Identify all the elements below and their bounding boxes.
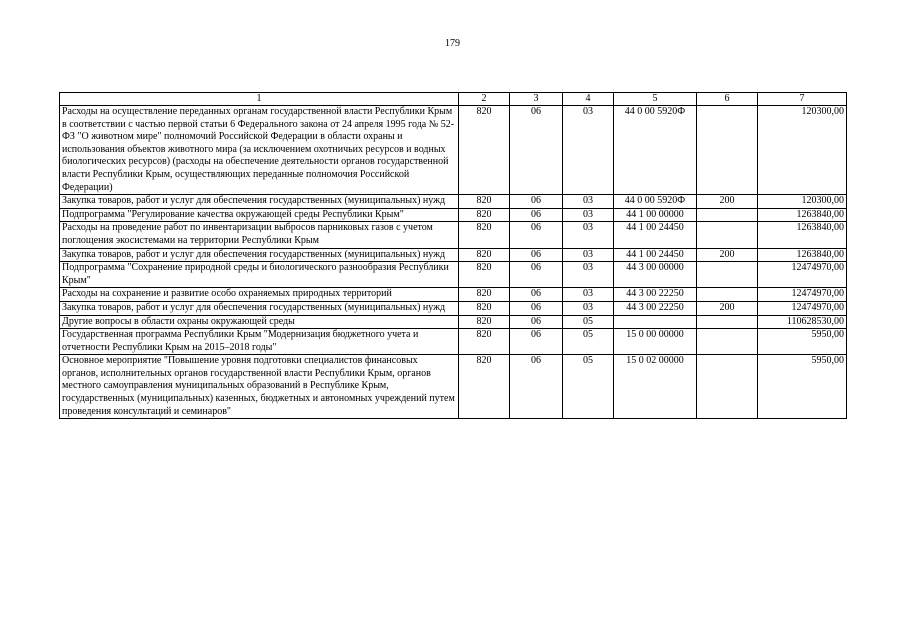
row-name-cell: Другие вопросы в области охраны окружающей среды: [60, 315, 459, 329]
subsection-code-cell: 03: [563, 106, 614, 195]
table-row: [60, 355, 847, 419]
amount-cell: 1263840,00: [758, 248, 847, 262]
subsection-code-cell: 03: [563, 288, 614, 302]
table-row: [60, 106, 847, 195]
expense-type-cell: 200: [697, 195, 758, 209]
table-row: [60, 195, 847, 209]
subsection-code-cell: 05: [563, 315, 614, 329]
amount-cell: 12474970,00: [758, 301, 847, 315]
target-code-cell: 44 1 00 24450: [614, 222, 697, 248]
row-name-cell: Закупка товаров, работ и услуг для обеспечения государственных (муниципальных) нужд: [60, 301, 459, 315]
target-code-cell: 15 0 00 00000: [614, 329, 697, 355]
table-row: [60, 329, 847, 355]
expense-type-cell: [697, 329, 758, 355]
column-header-admin: 2: [459, 93, 510, 106]
table-row: [60, 301, 847, 315]
target-code-cell: 44 3 00 22250: [614, 288, 697, 302]
table-header-row: [60, 93, 847, 106]
table-row: [60, 248, 847, 262]
amount-cell: 5950,00: [758, 329, 847, 355]
target-code-cell: 44 0 00 5920Ф: [614, 195, 697, 209]
row-name-cell: Расходы на проведение работ по инвентаризации выбросов парниковых газов с учетом поглощения экосистемами на территории Республики Крым: [60, 222, 459, 248]
amount-cell: 12474970,00: [758, 288, 847, 302]
section-code-cell: 06: [510, 262, 563, 288]
target-code-cell: 44 0 00 5920Ф: [614, 106, 697, 195]
target-code-cell: 44 3 00 22250: [614, 301, 697, 315]
table-row: [60, 262, 847, 288]
section-code-cell: 06: [510, 329, 563, 355]
amount-cell: 1263840,00: [758, 208, 847, 222]
column-header-name: 1: [60, 93, 459, 106]
page-number: 179: [445, 38, 460, 49]
admin-code-cell: 820: [459, 301, 510, 315]
row-name-cell: Основное мероприятие "Повышение уровня подготовки специалистов финансовых органов, исполнительных органов государственной власти Республики Крым, органов местного самоуправления муниципальных образований в Республике Крым, государственных (муниципальных) казенных, бюджетных и автономных учреждений путем проведения консультаций и семинаров": [60, 355, 459, 419]
subsection-code-cell: 05: [563, 355, 614, 419]
admin-code-cell: 820: [459, 208, 510, 222]
expense-type-cell: [697, 106, 758, 195]
section-code-cell: 06: [510, 288, 563, 302]
row-name-cell: Подпрограмма "Сохранение природной среды и биологического разнообразия Республики Крым": [60, 262, 459, 288]
subsection-code-cell: 03: [563, 248, 614, 262]
column-header-exptype: 6: [697, 93, 758, 106]
admin-code-cell: 820: [459, 315, 510, 329]
section-code-cell: 06: [510, 222, 563, 248]
admin-code-cell: 820: [459, 222, 510, 248]
admin-code-cell: 820: [459, 355, 510, 419]
amount-cell: 1263840,00: [758, 222, 847, 248]
section-code-cell: 06: [510, 315, 563, 329]
amount-cell: 110628530,00: [758, 315, 847, 329]
expense-type-cell: [697, 315, 758, 329]
column-header-section: 3: [510, 93, 563, 106]
row-name-cell: Закупка товаров, работ и услуг для обеспечения государственных (муниципальных) нужд: [60, 195, 459, 209]
target-code-cell: [614, 315, 697, 329]
subsection-code-cell: 03: [563, 208, 614, 222]
admin-code-cell: 820: [459, 329, 510, 355]
column-header-subsection: 4: [563, 93, 614, 106]
admin-code-cell: 820: [459, 106, 510, 195]
expense-type-cell: [697, 208, 758, 222]
row-name-cell: Государственная программа Республики Крым "Модернизация бюджетного учета и отчетности Республики Крым на 2015–2018 годы": [60, 329, 459, 355]
target-code-cell: 15 0 02 00000: [614, 355, 697, 419]
table-row: [60, 288, 847, 302]
section-code-cell: 06: [510, 248, 563, 262]
section-code-cell: 06: [510, 355, 563, 419]
amount-cell: 120300,00: [758, 106, 847, 195]
expense-type-cell: [697, 222, 758, 248]
subsection-code-cell: 03: [563, 222, 614, 248]
row-name-cell: Закупка товаров, работ и услуг для обеспечения государственных (муниципальных) нужд: [60, 248, 459, 262]
section-code-cell: 06: [510, 195, 563, 209]
section-code-cell: 06: [510, 106, 563, 195]
column-header-target: 5: [614, 93, 697, 106]
expense-type-cell: [697, 262, 758, 288]
table-row: [60, 208, 847, 222]
expense-type-cell: 200: [697, 301, 758, 315]
column-header-amount: 7: [758, 93, 847, 106]
amount-cell: 12474970,00: [758, 262, 847, 288]
expense-type-cell: [697, 355, 758, 419]
amount-cell: 5950,00: [758, 355, 847, 419]
target-code-cell: 44 3 00 00000: [614, 262, 697, 288]
section-code-cell: 06: [510, 301, 563, 315]
subsection-code-cell: 03: [563, 262, 614, 288]
subsection-code-cell: 05: [563, 329, 614, 355]
section-code-cell: 06: [510, 208, 563, 222]
admin-code-cell: 820: [459, 288, 510, 302]
subsection-code-cell: 03: [563, 195, 614, 209]
admin-code-cell: 820: [459, 248, 510, 262]
table-row: [60, 222, 847, 248]
expense-type-cell: 200: [697, 248, 758, 262]
expense-type-cell: [697, 288, 758, 302]
target-code-cell: 44 1 00 24450: [614, 248, 697, 262]
amount-cell: 120300,00: [758, 195, 847, 209]
table-row: [60, 315, 847, 329]
admin-code-cell: 820: [459, 262, 510, 288]
row-name-cell: Расходы на осуществление переданных органам государственной власти Республики Крым в соответствии с частью первой статьи 6 Федерального закона от 24 апреля 1995 года № 52-ФЗ "О животном мире" полномочий Российской Федерации в области охраны и использования объектов животного мира (за исключением охотничьих ресурсов и водных биологических ресурсов) (расходы на обеспечение деятельности органов государственной власти Республики Крым, осуществляющих переданные полномочия Российской Федерации): [60, 106, 459, 195]
row-name-cell: Расходы на сохранение и развитие особо охраняемых природных территорий: [60, 288, 459, 302]
budget-table: [59, 92, 847, 419]
target-code-cell: 44 1 00 00000: [614, 208, 697, 222]
subsection-code-cell: 03: [563, 301, 614, 315]
row-name-cell: Подпрограмма "Регулирование качества окружающей среды Республики Крым": [60, 208, 459, 222]
admin-code-cell: 820: [459, 195, 510, 209]
